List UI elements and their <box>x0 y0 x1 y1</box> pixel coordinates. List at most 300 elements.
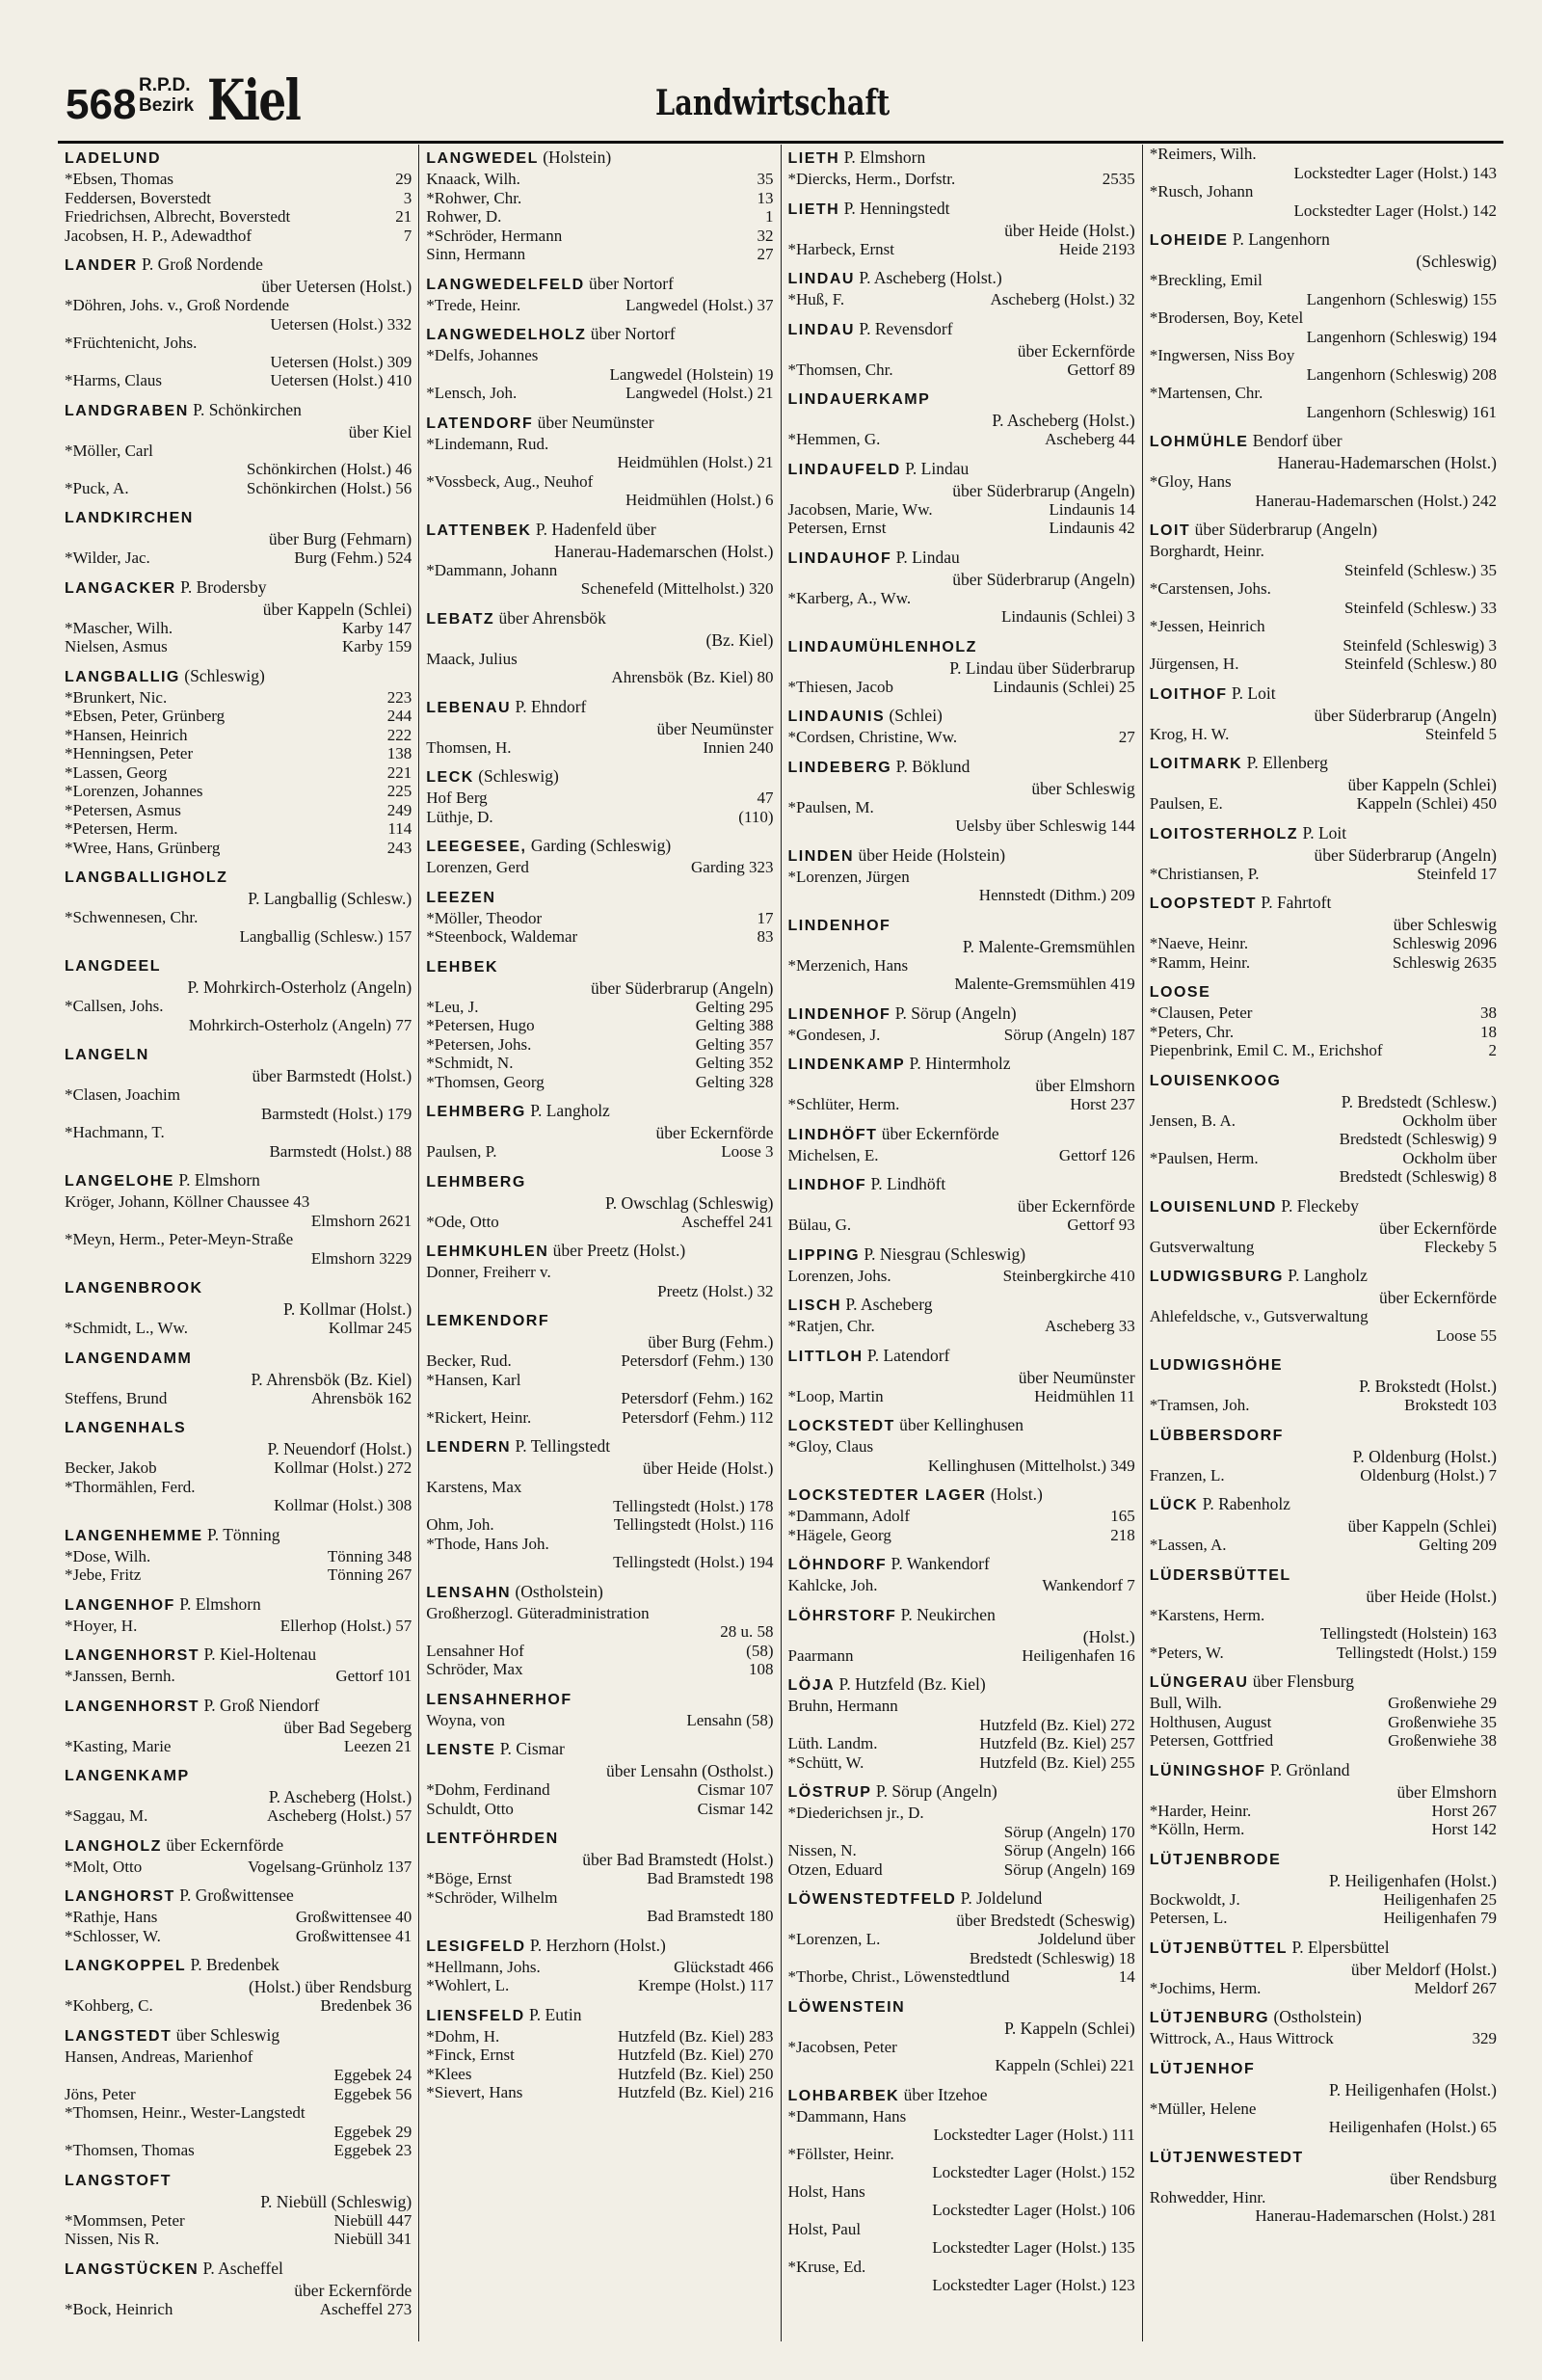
entry-name: *Tramsen, Joh. <box>1149 1396 1250 1414</box>
entry-phone: Steinfeld (Schleswig) 3 <box>1343 635 1497 655</box>
directory-entry <box>65 2066 412 2085</box>
entry-phone: Eggebek 23 <box>333 2141 412 2159</box>
place-section <box>65 1524 412 1585</box>
directory-entry <box>788 2145 1135 2164</box>
directory-entry <box>65 1319 412 1338</box>
place-name: LINDAUERKAMP <box>787 391 931 408</box>
place-postal: P. Elmshorn <box>179 1593 261 1614</box>
place-route: über Eckernförde <box>1379 1217 1497 1238</box>
entry-phone <box>1493 308 1497 328</box>
directory-entry <box>65 1737 412 1756</box>
entry-phone: Petersdorf (Fehm.) 130 <box>621 1351 774 1370</box>
entry-phone: 244 <box>386 707 412 725</box>
place-heading <box>788 147 1135 170</box>
entry-name: *Lassen, A. <box>1149 1536 1227 1554</box>
entry-name: *Brodersen, Boy, Ketel <box>1149 308 1304 327</box>
entry-phone <box>1131 956 1135 976</box>
entry-name: *Hägele, Georg <box>787 1525 891 1544</box>
place-heading <box>788 1604 1135 1627</box>
place-name: LEHMBERG <box>426 1173 526 1190</box>
entry-phone: Uetersen (Holst.) 332 <box>270 314 412 334</box>
directory-entry <box>1150 403 1497 422</box>
entry-phone: Gelting 295 <box>695 997 774 1016</box>
entry-phone: 29 <box>395 170 412 188</box>
place-name: LEEGESEE, <box>426 839 527 855</box>
entry-name: Bockwoldt, J. <box>1149 1889 1240 1909</box>
place-section <box>1150 1424 1497 1485</box>
entry-phone: Steinfeld (Schlesw.) 35 <box>1343 560 1497 579</box>
directory-entry <box>426 1073 773 1092</box>
entry-phone: Eggebek 29 <box>333 2122 412 2141</box>
place-section <box>788 1887 1135 1987</box>
place-route: über Bad Bramstedt (Holst.) <box>582 1850 774 1869</box>
entry-name: *Huß, F. <box>787 290 845 308</box>
place-heading <box>65 1276 412 1299</box>
place-section <box>788 1780 1135 1879</box>
entry-phone: Meldorf 267 <box>1414 1978 1497 1997</box>
entry-phone: Sörup (Angeln) 170 <box>1003 1822 1135 1841</box>
place-route: (Holst.) über Rendsburg <box>248 1977 412 1996</box>
place-route: über Uetersen (Holst.) <box>261 277 412 296</box>
directory-entry <box>65 371 412 390</box>
entry-phone: Kappeln (Schlei) 221 <box>995 2056 1135 2074</box>
place-heading <box>788 458 1135 481</box>
place-postal: P. Bredenbek <box>190 1955 279 1974</box>
place-heading <box>788 1243 1135 1267</box>
entry-phone <box>1131 868 1135 887</box>
place-route: P. Mohrkirch-Osterholz (Angeln) <box>187 977 412 997</box>
place-heading <box>1150 1493 1497 1516</box>
place-heading <box>788 267 1135 290</box>
directory-entry <box>788 1576 1135 1595</box>
entry-phone <box>770 650 774 669</box>
place-heading <box>788 1780 1135 1804</box>
place-heading <box>1150 752 1497 775</box>
entry-phone <box>1493 542 1497 561</box>
entry-phone: 223 <box>386 687 412 707</box>
directory-entry <box>1150 1041 1497 1060</box>
entry-phone <box>1131 1437 1135 1457</box>
entry-name: Rohwer, D. <box>426 207 502 226</box>
entry-name: *Rusch, Johann <box>1149 182 1254 201</box>
directory-entry <box>65 1496 412 1515</box>
entry-phone: Langenhorn (Schleswig) 155 <box>1306 289 1497 308</box>
entry-phone: Bredenbek 36 <box>320 1996 412 2015</box>
directory-entry <box>426 579 773 599</box>
directory-entry <box>426 2065 773 2084</box>
place-postal: P. Revensdorf <box>859 318 953 338</box>
place-heading <box>426 1738 773 1761</box>
directory-entry <box>788 816 1135 836</box>
entry-phone <box>1493 1606 1497 1625</box>
directory-entry <box>788 589 1135 608</box>
entry-name: *Thomsen, Georg <box>426 1072 545 1091</box>
place-section <box>426 1240 773 1300</box>
directory-entry <box>788 1026 1135 1045</box>
directory-entry <box>65 997 412 1016</box>
entry-name: *Hoyer, H. <box>65 1616 138 1635</box>
entry-phone: 243 <box>386 838 412 857</box>
entry-phone <box>1131 2107 1135 2126</box>
directory-entry <box>1150 1644 1497 1663</box>
entry-phone: Lindaunis (Schlei) 25 <box>993 677 1135 696</box>
directory-entry <box>788 170 1135 189</box>
place-postal: P. Langholz <box>530 1101 610 1120</box>
place-section <box>65 1593 412 1636</box>
place-name: LANGWEDELHOLZ <box>426 327 587 343</box>
entry-phone <box>1131 589 1135 608</box>
directory-entry <box>788 1949 1135 1968</box>
place-heading <box>788 198 1135 221</box>
place-name: LIETH <box>787 201 840 218</box>
place-section <box>788 1345 1135 1406</box>
entry-phone: Hanerau-Hademarschen (Holst.) 242 <box>1255 491 1497 510</box>
place-section <box>788 1294 1135 1336</box>
entry-name: Feddersen, Boverstedt <box>65 188 212 207</box>
place-heading <box>65 1885 412 1908</box>
place-name: LÜTJENHOF <box>1149 2060 1256 2077</box>
directory-entry <box>1150 1624 1497 1644</box>
entry-name: Bull, Wilh. <box>1149 1694 1222 1712</box>
directory-entry <box>426 1213 773 1232</box>
place-route: Hanerau-Hademarschen (Holst.) <box>554 541 774 561</box>
place-postal: P. Großwittensee <box>179 1885 294 1905</box>
place-postal: (Holstein) <box>543 147 612 167</box>
place-route: über Schleswig <box>1031 778 1135 798</box>
place-name: LATTENBEK <box>426 521 532 539</box>
place-heading <box>788 318 1135 341</box>
directory-entry <box>65 1908 412 1927</box>
entry-phone: 83 <box>757 927 774 946</box>
entry-phone: Karby 159 <box>342 637 412 655</box>
directory-entry <box>65 707 412 726</box>
place-heading <box>788 1995 1135 2019</box>
directory-entry <box>65 1230 412 1249</box>
entry-phone <box>1131 2145 1135 2164</box>
entry-name: Schröder, Max <box>426 1660 523 1678</box>
place-section <box>788 1414 1135 1475</box>
directory-entry <box>1150 182 1497 201</box>
entry-phone <box>408 997 412 1016</box>
entry-name: *Finck, Ernst <box>426 2046 515 2064</box>
entry-name: Piepenbrink, Emil C. M., Erichshof <box>1149 1041 1383 1059</box>
directory-entry <box>1150 1694 1497 1713</box>
entry-phone: Niebüll 341 <box>333 2230 412 2248</box>
directory-entry <box>426 1976 773 1995</box>
entry-name: *Mascher, Wilh. <box>65 618 173 637</box>
entry-phone <box>1131 798 1135 817</box>
directory-entry <box>426 296 773 315</box>
entry-name: Thomsen, H. <box>426 737 512 757</box>
entry-phone: Tönning 348 <box>327 1546 412 1565</box>
entry-phone: 35 <box>757 170 774 188</box>
directory-entry <box>1150 1979 1497 1998</box>
place-name: LANGENBROOK <box>65 1280 203 1297</box>
directory-entry <box>65 744 412 763</box>
directory-entry <box>426 1282 773 1301</box>
place-name: LÖSTRUP <box>787 1784 872 1801</box>
entry-phone: Gettorf 89 <box>1067 360 1135 379</box>
entry-name: *Gloy, Claus <box>787 1437 874 1456</box>
entry-phone: Cismar 142 <box>697 1799 774 1818</box>
place-heading <box>426 1581 773 1604</box>
directory-entry <box>65 460 412 479</box>
place-name: LIENSFELD <box>426 2007 525 2024</box>
place-name: LOHBARBEK <box>787 2087 900 2104</box>
place-section <box>426 1688 773 1730</box>
directory-entry <box>65 726 412 745</box>
entry-phone: Brokstedt 103 <box>1404 1396 1497 1414</box>
entry-name: Woyna, von <box>426 1710 505 1729</box>
entry-name: *Harder, Heinr. <box>1149 1801 1252 1820</box>
entry-phone: Hutzfeld (Bz. Kiel) 216 <box>618 2083 774 2101</box>
entry-name: Petersen, L. <box>1149 1909 1228 1927</box>
entry-name: *Ode, Otto <box>426 1212 499 1231</box>
directory-entry <box>1150 2118 1497 2137</box>
entry-phone: Großenwiehe 29 <box>1388 1694 1497 1712</box>
directory-entry <box>1150 2099 1497 2119</box>
directory-entry <box>1150 164 1497 183</box>
entry-phone: 2535 <box>1102 170 1135 188</box>
place-name: LANGSTÜCKEN <box>65 2260 199 2278</box>
place-name: LANGHOLZ <box>65 1837 162 1855</box>
entry-name: *Thomsen, Heinr., Wester-Langstedt <box>65 2103 306 2122</box>
entry-name: *Lassen, Georg <box>65 762 168 782</box>
place-heading <box>788 635 1135 658</box>
directory-entry <box>426 909 773 928</box>
place-route: über Kappeln (Schlei) <box>1347 1516 1497 1536</box>
directory-entry <box>788 607 1135 627</box>
place-route: P. Niebüll (Schleswig) <box>260 2191 412 2211</box>
entry-phone: Eggebek 56 <box>333 2084 412 2103</box>
entry-name: Großherzogl. Güteradministration <box>426 1603 650 1622</box>
directory-entry <box>788 1734 1135 1753</box>
entry-phone <box>1493 2188 1497 2207</box>
entry-phone: 165 <box>1110 1507 1135 1525</box>
directory-entry <box>1150 1111 1497 1131</box>
directory-entry <box>788 886 1135 905</box>
entry-phone: Gelting 388 <box>695 1016 774 1034</box>
directory-entry <box>65 1565 412 1585</box>
entry-phone: Ascheberg (Holst.) 32 <box>990 290 1135 308</box>
directory-entry <box>1150 1466 1497 1485</box>
entry-phone: Tellingstedt (Holst.) 194 <box>613 1553 774 1571</box>
entry-phone: Uetersen (Holst.) 309 <box>270 352 412 371</box>
entry-name: *Jochims, Herm. <box>1149 1978 1262 1997</box>
entry-phone <box>408 1085 412 1105</box>
entry-name: *Reimers, Wilh. <box>1149 145 1257 163</box>
place-section <box>1150 892 1497 972</box>
entry-name: *Rathje, Hans <box>65 1908 158 1926</box>
place-heading <box>1150 1353 1497 1377</box>
place-route: P. Heiligenhafen (Holst.) <box>1329 1870 1497 1890</box>
entry-name: *Thomsen, Thomas <box>65 2141 195 2159</box>
place-name: LISCH <box>787 1297 841 1314</box>
entry-name: *Schlüter, Herm. <box>787 1095 900 1113</box>
entry-phone: 27 <box>757 245 774 263</box>
place-section <box>1150 1937 1497 1998</box>
entry-phone: 14 <box>1118 1967 1135 1986</box>
place-route: über Kappeln (Schlei) <box>1347 775 1497 794</box>
entry-name: *Gloy, Hans <box>1149 472 1232 491</box>
place-section <box>788 1053 1135 1114</box>
directory-entry <box>1150 201 1497 221</box>
place-heading <box>426 323 773 346</box>
directory-entry <box>426 435 773 454</box>
directory-entry <box>426 2046 773 2065</box>
entry-phone: Tellingstedt (Holstein) 163 <box>1320 1624 1497 1643</box>
place-section <box>788 1123 1135 1165</box>
place-section <box>1150 980 1497 1060</box>
place-name: LOCKSTEDTER LAGER <box>787 1487 987 1504</box>
place-name: LOUISENLUND <box>1149 1198 1277 1216</box>
place-postal: P. Langenhorn <box>1232 229 1330 249</box>
directory-entry <box>788 1457 1135 1476</box>
entry-name: *Schmidt, N. <box>426 1054 514 1072</box>
place-heading <box>426 886 773 909</box>
entry-name: Nissen, N. <box>787 1841 857 1859</box>
entry-phone: Fleckeby 5 <box>1423 1237 1497 1256</box>
place-section <box>1150 1493 1497 1555</box>
place-route: über Süderbrarup (Angeln) <box>952 480 1135 500</box>
entry-phone: Ascheffel 273 <box>319 2299 412 2318</box>
entry-phone: Tellingstedt (Holst.) 178 <box>613 1496 774 1515</box>
directory-entry <box>1150 492 1497 511</box>
entry-phone: Kollmar (Holst.) 308 <box>274 1496 412 1514</box>
directory-entry <box>788 2163 1135 2182</box>
entry-phone: Steinfeld 17 <box>1417 864 1497 883</box>
directory-entry <box>1150 1713 1497 1732</box>
place-name: LEHMKUHLEN <box>426 1243 549 1260</box>
place-section <box>65 866 412 946</box>
entry-phone <box>770 472 774 492</box>
rpd-label: R.P.D. <box>139 75 191 95</box>
header-rule <box>58 141 1503 144</box>
place-name: LESIGFELD <box>426 1938 526 1955</box>
place-name: LINDAU <box>787 271 855 287</box>
directory-entry <box>788 1823 1135 1842</box>
entry-name: *Thormählen, Ferd. <box>65 1477 196 1496</box>
place-section <box>788 844 1135 905</box>
place-name: LIETH <box>787 150 840 167</box>
directory-entry <box>1150 384 1497 403</box>
place-name: LÜTJENBRODE <box>1149 1851 1282 1868</box>
place-postal: P. Cismar <box>499 1739 565 1758</box>
place-heading <box>426 1688 773 1711</box>
place-heading <box>65 1593 412 1617</box>
place-section <box>1150 1069 1497 1187</box>
place-name: LANGKOPPEL <box>65 1958 187 1974</box>
directory-entry <box>1150 953 1497 973</box>
place-section <box>788 1173 1135 1235</box>
place-heading <box>65 1834 412 1858</box>
entry-phone <box>770 1535 774 1554</box>
entry-name: *Paulsen, Herm. <box>1149 1148 1259 1167</box>
entry-name: *Peters, Chr. <box>1149 1022 1235 1041</box>
directory-entry <box>65 441 412 461</box>
entry-name: Lensahner Hof <box>426 1641 524 1660</box>
place-name: LÜNGERAU <box>1149 1674 1249 1691</box>
place-route: über Lensahn (Ostholst.) <box>605 1761 774 1780</box>
place-name: LÖWENSTEIN <box>787 1998 906 2016</box>
place-heading <box>426 607 773 630</box>
entry-phone: Kollmar 245 <box>328 1319 412 1337</box>
entry-phone: Lockstedter Lager (Holst.) 111 <box>933 2126 1135 2144</box>
place-name: LÖHNDORF <box>787 1557 888 1573</box>
place-postal: über Eckernförde <box>166 1834 284 1855</box>
entry-name: Hof Berg <box>426 789 488 807</box>
place-section <box>65 1954 412 2016</box>
place-name: LOITMARK <box>1149 756 1243 772</box>
entry-name: Otzen, Eduard <box>787 1859 883 1879</box>
entry-phone: 32 <box>757 226 774 245</box>
place-route: P. Ahrensbök (Bz. Kiel) <box>251 1369 412 1389</box>
directory-entry <box>65 819 412 839</box>
entry-phone: 138 <box>386 744 412 762</box>
place-section <box>426 2004 773 2102</box>
place-section <box>426 1738 773 1818</box>
place-route: über Eckernförde <box>1379 1288 1497 1307</box>
entry-phone: 249 <box>386 800 412 819</box>
place-heading <box>426 765 773 789</box>
place-section <box>65 1043 412 1161</box>
place-section <box>426 765 773 826</box>
place-postal: über Flensburg <box>1252 1671 1354 1691</box>
place-route: P. Malente-Gremsmühlen <box>962 936 1135 956</box>
entry-name: Jensen, B. A. <box>1149 1110 1236 1130</box>
entry-phone: Ockholm über <box>1402 1148 1497 1167</box>
place-name: LANGENHALS <box>65 1420 187 1436</box>
entry-name: Petersen, Gottfried <box>1149 1731 1274 1750</box>
place-postal: P. Ascheffel <box>202 2258 283 2278</box>
place-section <box>1150 2057 1497 2137</box>
place-name: LIPPING <box>787 1246 861 1264</box>
entry-name: *Dammann, Hans <box>787 2106 907 2126</box>
place-heading <box>788 1553 1135 1576</box>
entry-phone: Burg (Fehm.) 524 <box>294 548 412 567</box>
place-heading <box>65 1043 412 1066</box>
entry-name: *Puck, A. <box>65 478 129 497</box>
directory-entry <box>788 2126 1135 2145</box>
entry-phone <box>1131 2258 1135 2277</box>
entry-phone: Ascheffel 241 <box>680 1212 774 1231</box>
place-route: über Süderbrarup (Angeln) <box>590 977 774 998</box>
place-heading <box>65 1954 412 1977</box>
entry-phone: Malente-Gremsmühlen 419 <box>954 975 1135 993</box>
entry-phone: Bredstedt (Schleswig) 9 <box>1339 1130 1497 1148</box>
place-heading <box>1150 519 1497 542</box>
directory-entry <box>426 561 773 580</box>
place-section <box>65 147 412 245</box>
place-name: LOITOSTERHOLZ <box>1149 825 1299 842</box>
place-route: über Eckernförde <box>1017 340 1135 361</box>
directory-entry <box>788 1646 1135 1666</box>
place-name: LÖJA <box>787 1677 836 1694</box>
place-postal: über Eckernförde <box>881 1123 999 1143</box>
directory-entry <box>65 782 412 801</box>
place-name: LOCKSTEDT <box>787 1418 895 1434</box>
entry-name: *Petersen, Hugo <box>426 1016 535 1034</box>
entry-phone: Hutzfeld (Bz. Kiel) 283 <box>618 2026 774 2046</box>
place-name: LANGENHORST <box>65 1698 200 1715</box>
entry-name: Petersen, Ernst <box>787 519 887 537</box>
entry-phone: Großenwiehe 38 <box>1388 1731 1497 1750</box>
entry-phone: Heiligenhafen 79 <box>1383 1909 1497 1927</box>
entry-name: *Schlosser, W. <box>65 1926 161 1945</box>
entry-phone <box>408 334 412 353</box>
entry-name: *Naeve, Heinr. <box>1149 934 1249 952</box>
entry-name: *Mommsen, Peter <box>65 2210 185 2230</box>
